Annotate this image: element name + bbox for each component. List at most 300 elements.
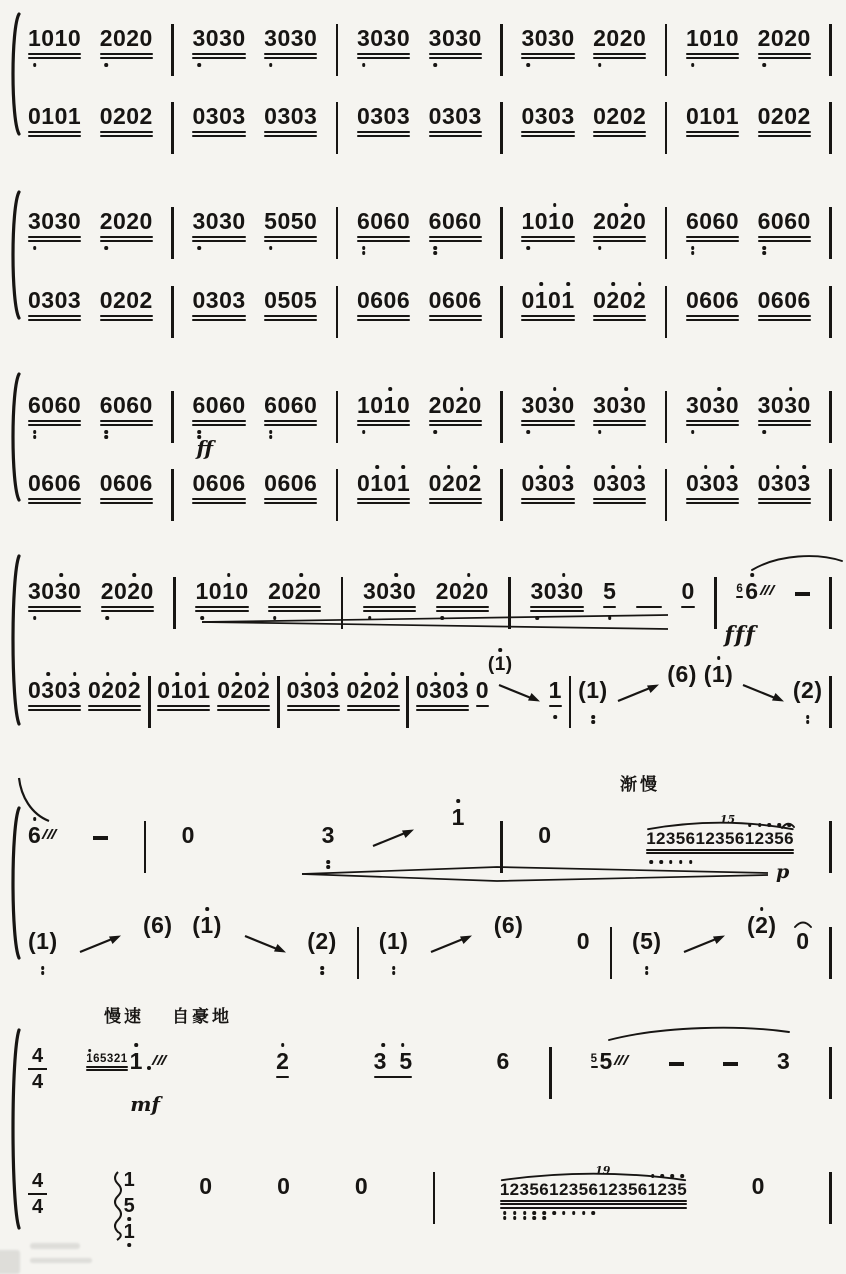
beam-lines [357,128,410,139]
beam-lines [28,953,58,964]
beam-lines [264,495,317,506]
beam-line [100,236,153,238]
note-digits: 3030 [28,578,82,604]
beam-line [217,709,270,711]
octave-dot [105,430,109,434]
note-group [195,580,248,614]
note-core [496,1050,509,1084]
octave-dot [381,1043,385,1047]
beam-line [217,705,270,707]
beam-line [192,424,245,426]
note-core [429,105,482,139]
note-group [101,580,154,614]
note-core [538,824,551,858]
note-core [758,394,811,428]
octave-dot [806,720,810,724]
note-digits: 0303 [264,103,318,129]
beam-line [192,319,245,321]
octave-dot [133,672,137,676]
system-brace [6,1028,22,1235]
beam-lines [355,1198,368,1209]
note-group [199,1175,212,1209]
octave-dot [401,1043,405,1047]
beam-lines [379,953,409,964]
note-digits: 1 [451,804,465,830]
dynamic-label: p [776,861,790,883]
beam-line [28,53,81,55]
beam-lines [593,495,646,506]
beam-line [357,502,410,504]
beam-line [758,53,811,55]
note-digits: (5) [631,928,662,954]
note-digits: (1) [28,928,58,954]
system-3-upper-staff [28,392,832,460]
beam-line [530,606,583,608]
octave-dot [526,430,530,434]
spacer [451,1072,457,1084]
duration-dash [795,592,810,596]
barline [500,24,503,76]
note-group [758,289,811,323]
beam-line [593,240,646,242]
note-digits: (2) [792,677,823,703]
beam-lines [777,1073,790,1084]
beam-lines [758,417,811,428]
note-digits: 3 [321,822,335,848]
chord-note: 1 [124,1219,135,1245]
beam-lines [549,702,562,713]
note-group [28,930,58,964]
beam-lines [452,829,465,840]
note-digits: 3030 [264,25,318,51]
beam-line [192,135,245,137]
note-digits: 2020 [268,578,322,604]
tuplet-number: 15 [719,813,736,826]
beam-line [157,709,210,711]
note-core [593,394,646,428]
note-digits: 0606 [685,287,740,313]
beam-line [686,319,739,321]
barline [665,102,668,154]
note-group [758,105,811,139]
tie-from-previous-system [16,776,52,824]
octave-dot [392,971,396,975]
octave-dot [388,387,392,391]
octave-dot [434,63,438,67]
note-group [429,210,482,244]
beam-lines [100,495,153,506]
beam-line [86,1069,127,1071]
note-group [686,394,739,428]
note-core [28,210,81,244]
beam-lines [357,495,410,506]
scan-artifact [30,1258,92,1263]
note-core [101,580,154,614]
beam-line [593,319,646,321]
note-core [143,914,173,948]
beam-line [429,420,482,422]
note-digits: 6060 [264,392,318,418]
beam-lines [28,702,81,713]
octave-dot [402,465,406,469]
note-core [28,27,81,61]
tie-slur [750,552,845,572]
beam-lines [100,233,153,244]
note-core [373,1048,426,1084]
note-core [100,472,153,506]
beam-lines [521,233,574,244]
note-digits: 0303 [28,287,82,313]
note-core [199,1175,212,1209]
note-group [521,210,574,244]
note-digits: 0202 [87,677,142,703]
octave-dot [33,616,37,620]
note-core [28,679,81,713]
beam-line [28,498,81,500]
note-core [217,679,270,713]
spacer-core [230,846,286,858]
octave-dot [391,672,395,676]
octave-dot [789,387,793,391]
note-digits: 0303 [428,103,482,129]
beam-lines [329,1073,335,1084]
note-digits: 0505 [264,287,318,313]
beam-line [521,424,574,426]
beam-lines [429,233,482,244]
beam-line [429,53,482,55]
note-core [777,1050,790,1084]
note-group [100,27,153,61]
note-group [752,1175,765,1209]
beam-line [429,57,482,59]
note-digits: 6 [745,578,759,604]
system-5-upper-staff [28,804,832,858]
glissando-arrow [428,932,474,956]
note-group [192,289,245,323]
note-group [355,1175,368,1209]
beam-line [429,240,482,242]
beam-line [192,315,245,317]
beam-line [429,236,482,238]
note-group [686,105,739,139]
beam-lines [264,128,317,139]
note-core [494,914,524,948]
dynamic-label: fff [724,622,756,648]
beam-lines [192,50,245,61]
beam-line [521,315,574,317]
note-core [500,1181,687,1209]
note-group [436,580,489,614]
octave-dot [553,387,557,391]
note-group [100,289,153,323]
octave-dot [392,966,396,970]
beam-lines [686,128,739,139]
note-digits: (1) [487,654,513,675]
beam-lines [758,233,811,244]
note-group [373,1048,426,1084]
glissando-arrow [740,681,786,705]
beam-line [758,319,811,321]
note-core [429,472,482,506]
beam-line [686,502,739,504]
note-group [28,580,81,614]
octave-dot [106,616,110,620]
beam-line [436,606,489,608]
system-brace [6,372,22,507]
octave-dot [717,656,721,660]
swell-hairpin [300,861,790,886]
octave-dot [362,430,366,434]
note-core [88,679,141,713]
scan-artifact [0,1250,20,1274]
note-digits: 0 [199,1173,213,1199]
beam-lines [747,937,777,948]
beam-lines [374,1073,413,1084]
note-digits: 3030 [362,578,417,604]
glissando [740,681,786,713]
note-group [276,1050,289,1084]
spacer [207,1072,237,1084]
note-core [704,663,734,697]
barline [829,24,832,76]
beam-lines [100,50,153,61]
beam-line [101,610,154,612]
beam-line [100,502,153,504]
note-digits: 1010 [685,25,740,51]
octave-dot [434,430,438,434]
beam-line [192,420,245,422]
duration-dash [669,1062,684,1066]
note-core [192,27,245,61]
beam-lines [494,937,524,948]
beam-line [758,131,811,133]
beam-line [28,240,81,242]
beam-lines [416,702,469,713]
note-digits: 1235612356123561235 [499,1180,688,1199]
glissando [615,681,661,713]
note-core [130,1050,143,1084]
note-core [549,679,562,713]
glissando-arrow [242,932,288,956]
note-digits: 0606 [264,470,318,496]
note-group [100,105,153,139]
tremolo-roll-mark [616,1044,630,1071]
note-core [100,27,153,61]
note-digits: 0202 [428,470,482,496]
beam-lines [429,312,482,323]
note-core [429,210,482,244]
beam-line [593,424,646,426]
spacer-core [543,952,557,964]
beam-line [686,240,739,242]
octave-dot [598,63,602,67]
beam-line [476,705,489,707]
note-group [521,472,574,506]
beam-line [28,709,81,711]
note-group [686,27,739,61]
system-brace [6,806,22,965]
beam-line [593,135,646,137]
beam-line [28,502,81,504]
beam-line [429,424,482,426]
octave-dot [562,1211,566,1215]
beam-line [593,131,646,133]
note-core [416,679,469,713]
note-core [28,105,81,139]
beam-line [101,606,154,608]
arpeggio-squiggle [112,1169,122,1243]
note-digits: 2020 [100,578,154,604]
octave-dot [645,971,649,975]
beam-lines [130,1073,143,1084]
note-group [521,394,574,428]
beam-line [686,57,739,59]
system-4-upper-staff [28,578,832,648]
note-digits: (1) [703,661,734,687]
note-core [578,679,608,713]
barline [829,286,832,338]
note-digits: 0 [796,928,810,954]
note-digits: 0202 [757,103,811,129]
system-brace [6,190,22,325]
octave-dot [362,251,366,255]
note-group [681,580,694,614]
octave-dot [645,966,649,970]
note-group [686,210,739,244]
beam-lines [476,702,489,713]
note-digits: 6 [736,582,744,595]
beam-lines [347,702,400,713]
note-digits: 3030 [757,392,811,418]
note-digits: 5 [599,1048,613,1074]
octave-dot [591,715,595,719]
note-core [28,394,81,428]
octave-dot [540,465,544,469]
note-group [777,1050,790,1084]
beam-lines [28,847,41,858]
octave-dot [731,465,735,469]
octave-dot [269,430,273,434]
octave-dot [591,720,595,724]
beam-lines [307,953,337,964]
note-digits: 0 [538,822,552,848]
octave-dot [46,672,50,676]
note-digits: (2) [746,912,777,938]
note-group [28,210,81,244]
note-group [593,210,646,244]
octave-dot [750,573,754,577]
dynamic-label: ff [196,436,214,460]
note-core [276,1050,289,1084]
beam-line [86,1066,127,1068]
beam-line [264,131,317,133]
note-digits: 0202 [99,287,153,313]
note-group [747,914,777,948]
beam-line [268,606,321,608]
system-2-upper-staff [28,208,832,244]
note-group [429,394,482,428]
beam-lines [758,312,811,323]
note-core [100,394,153,428]
beam-lines [192,233,245,244]
beam-line [758,57,811,59]
tempo-label: 自豪地 [172,1007,232,1026]
beam-lines [591,1065,598,1071]
note-group [758,210,811,244]
note-group [593,472,646,506]
note-core [192,210,245,244]
beam-lines [704,686,734,697]
note-group [264,289,317,323]
note-digits: (2) [307,928,337,954]
octave-dot [300,573,304,577]
beam-lines [593,417,646,428]
beam-line [686,315,739,317]
note-digits: 0101 [356,470,411,496]
system-1-upper-staff [28,25,832,61]
barline [171,286,174,338]
octave-dot [33,246,37,250]
beam-line [100,135,153,137]
note-group [632,930,662,964]
note-digits: (6) [142,912,173,938]
barline [171,469,174,521]
octave-dot [806,715,810,719]
beam-line [287,705,340,707]
note-core [28,289,81,323]
note-digits: 2020 [428,392,482,418]
octave-dot [106,672,110,676]
beam-line [287,709,340,711]
octave-dot [598,246,602,250]
beam-line [357,53,410,55]
note-group [307,930,337,964]
barline [829,676,832,728]
beam-lines [429,417,482,428]
octave-dot [394,573,398,577]
beam-lines [681,603,694,614]
octave-dot [331,672,335,676]
octave-dot [498,648,502,652]
scan-artifact [30,1243,80,1249]
beam-lines [429,50,482,61]
octave-dot [235,672,239,676]
note-core [521,105,574,139]
note-core [745,580,758,614]
note-core [758,210,811,244]
beam-line [357,236,410,238]
note-digits: 2020 [757,25,811,51]
system-6-lower-staff [28,1164,832,1243]
beam-line [264,420,317,422]
beam-line [416,709,469,711]
octave-dot [205,907,209,911]
octave-dot [691,63,695,67]
note-group [578,679,608,713]
beam-line [593,498,646,500]
beam-line [28,315,81,317]
beam-line [357,135,410,137]
beam-lines [192,417,245,428]
spacer-core [329,1072,335,1084]
note-digits: 0303 [192,287,246,313]
beam-line [28,705,81,707]
barline [171,391,174,443]
octave-dot [269,435,273,439]
octave-dot [33,435,37,439]
note-core [307,930,337,964]
barline [610,927,613,979]
